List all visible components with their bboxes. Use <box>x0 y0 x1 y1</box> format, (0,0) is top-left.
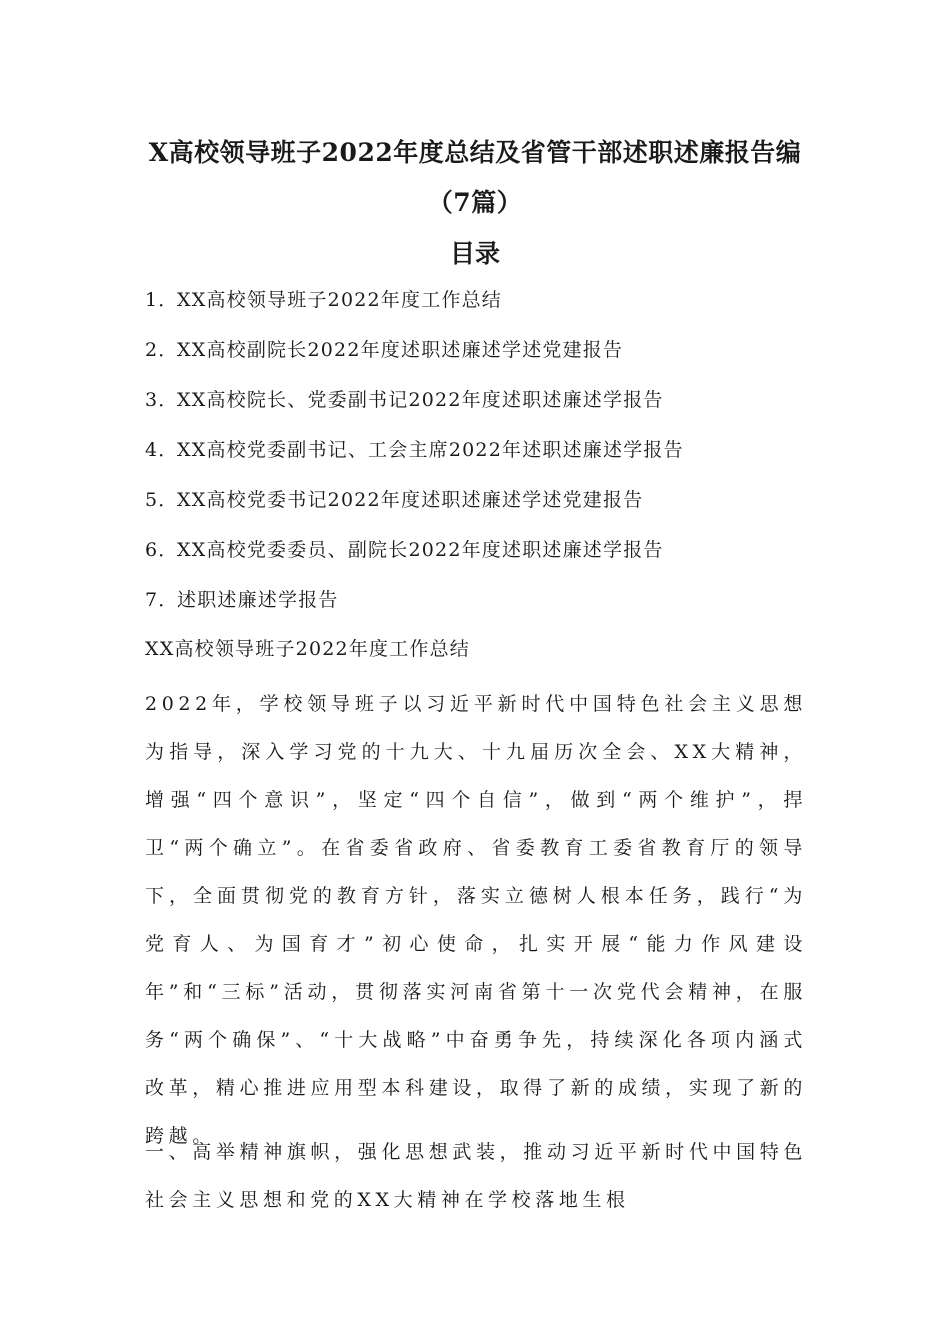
toc-item <box>145 383 684 433</box>
toc-heading: 目录 <box>449 239 500 268</box>
toc-item-text: XX高校领导班子2022年度工作总结 <box>177 289 503 311</box>
document-title-count: （7篇） <box>427 188 523 217</box>
toc-item-number: 1． <box>145 289 179 311</box>
toc-item <box>145 533 684 583</box>
body-paragraph: 2022年，学校领导班子以习近平新时代中国特色社会主义思想为指导，深入学习党的十九大、十九届历次全会、XX大精神，增强“四个意识”，坚定“四个自信”，做到“两个维护”，捍卫“两个确立”。在省委省政府、省委教育工委省教育厅的领导下，全面贯彻党的教育方针，落实立德树人根本任务，践行“为党育人、为国育才”初心使命，扎实开展“能力作风建设年”和“三标”活动，贯彻落实河南省第十一次党代会精神，在服务“两个确保”、“十大战略”中奋勇争先，持续深化各项内涵式改革，精心推进应用型本科建设，取得了新的成绩，实现了新的跨越。 <box>145 693 807 1147</box>
toc-item-text: XX高校副院长2022年度述职述廉述学述党建报告 <box>177 339 624 361</box>
table-of-contents <box>145 283 684 633</box>
toc-item-number: 7． <box>145 589 179 611</box>
toc-item <box>145 333 684 383</box>
toc-item-text: XX高校党委书记2022年度述职述廉述学述党建报告 <box>177 489 644 511</box>
toc-item-number: 5． <box>145 489 179 511</box>
toc-item <box>145 583 684 633</box>
section-heading-one: 一、高举精神旗帜，强化思想武装，推动习近平新时代中国特色社会主义思想和党的XX大精神在学校落地生根 <box>145 1141 807 1211</box>
toc-item-text: XX高校党委委员、副院长2022年度述职述廉述学报告 <box>177 539 664 561</box>
toc-item <box>145 283 684 333</box>
toc-item-number: 3． <box>145 389 179 411</box>
toc-item-text: 述职述廉述学报告 <box>177 589 339 611</box>
toc-item-text: XX高校院长、党委副书记2022年度述职述廉述学报告 <box>177 389 664 411</box>
toc-item <box>145 483 684 533</box>
toc-item-text: XX高校党委副书记、工会主席2022年述职述廉述学报告 <box>177 439 684 461</box>
toc-item-number: 6． <box>145 539 179 561</box>
toc-item-number: 4． <box>145 439 179 461</box>
section-title: XX高校领导班子2022年度工作总结 <box>145 638 471 660</box>
document-title: X高校领导班子2022年度总结及省管干部述职述廉报告编 <box>148 138 802 167</box>
toc-item <box>145 433 684 483</box>
toc-item-number: 2． <box>145 339 179 361</box>
